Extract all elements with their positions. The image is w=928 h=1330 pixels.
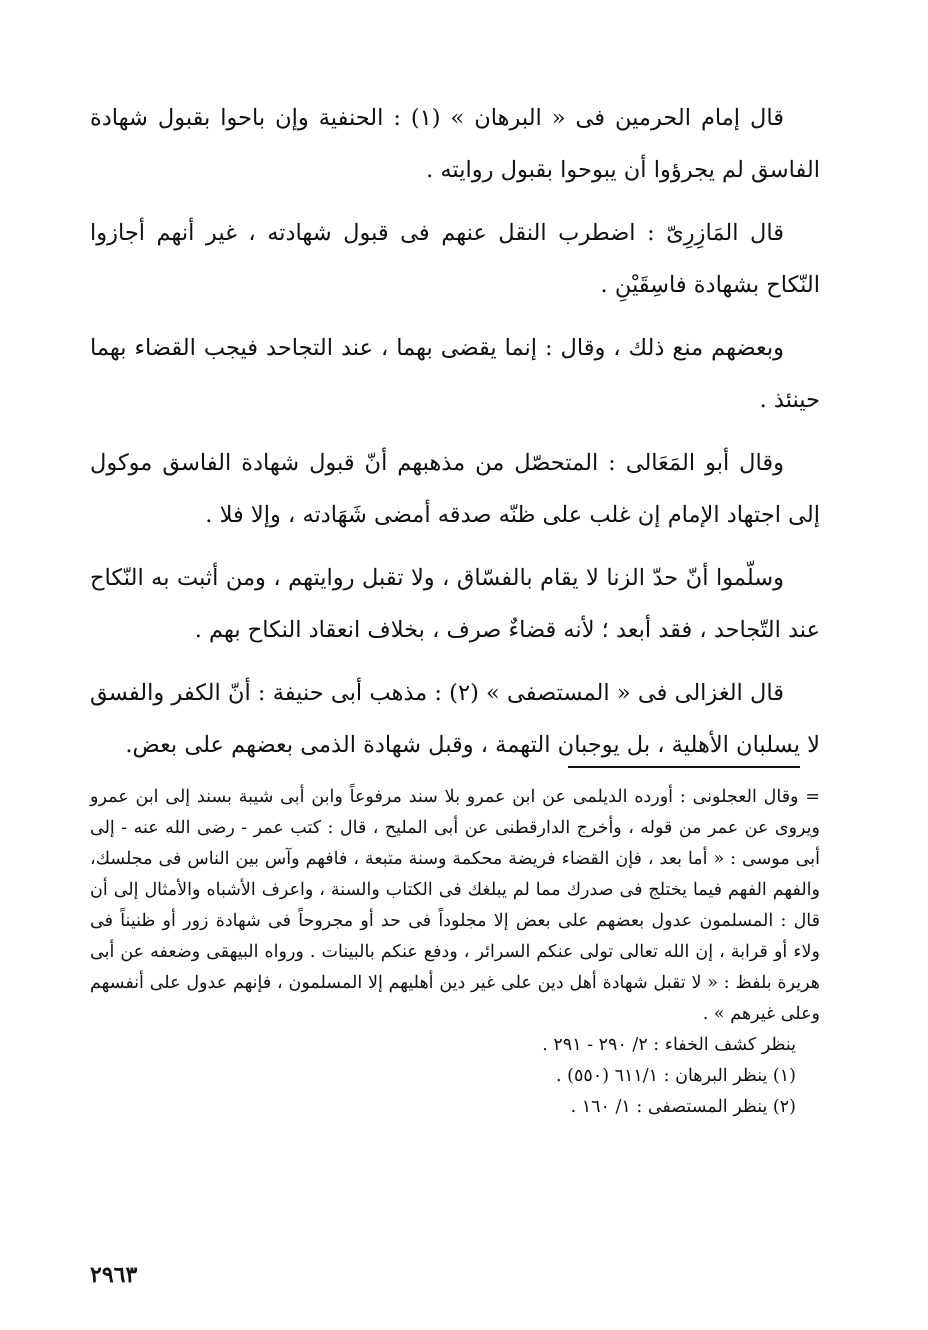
footnote-see-also: ينظر كشف الخفاء : ٢/ ٢٩٠ - ٢٩١ . [542, 1035, 796, 1055]
main-text [90, 92, 820, 782]
paragraph-hadd-zina: وسلّموا أنّ حدّ الزنا لا يقام بالفسّاق ، ولا تقبل روايتهم ، ومن أثبت به النّكاح عند التّجاحد ، فقد أبعد ؛ لأنه قضاءٌ صرف ، بخلاف انعقاد النكاح بهم . [90, 565, 820, 643]
footnote-separator [568, 766, 800, 768]
paragraph-ghazali: قال الغزالى فى « المستصفى » (٢) : مذهب أبى حنيفة : أنّ الكفر والفسق لا يسلبان الأهلية ، بل يوجبان التهمة ، وقبل شهادة الذمى بعضهم على بعض. [90, 680, 820, 758]
footnote-1: (١) ينظر البرهان : ٦١١/١ (٥٥٠) . [556, 1066, 796, 1086]
footnotes [90, 782, 820, 1123]
paragraph-abu-al-maali: وقال أبو المَعَالى : المتحصّل من مذهبهم أنّ قبول شهادة الفاسق موكول إلى اجتهاد الإمام إن غلب على ظنّه صدقه أمضى شَهَادته ، وإلا فلا . [90, 450, 820, 528]
paragraph-mazari: قال المَازِرِىّ : اضطرب النقل عنهم فى قبول شهادته ، غير أنهم أجازوا النّكاح بشهادة فاسِقَيْنِ . [90, 220, 820, 298]
paragraph-imam-haramayn: قال إمام الحرمين فى « البرهان » (١) : الحنفية وإن باحوا بقبول شهادة الفاسق لم يجرؤوا أن يبوحوا بقبول روايته . [90, 105, 820, 183]
footnote-2: (٢) ينظر المستصفى : ١/ ١٦٠ . [570, 1097, 796, 1117]
page-number: ٢٩٦٣ [90, 1262, 138, 1288]
paragraph-some-forbade: وبعضهم منع ذلك ، وقال : إنما يقضى بهما ، عند التجاحد فيجب القضاء بهما حينئذ . [90, 335, 820, 413]
footnote-continuation: = وقال العجلونى : أورده الديلمى عن ابن عمرو بلا سند مرفوعاً وابن أبى شيبة بسند إلى ابن عمرو ويروى عن عمر من قوله ، وأخرج الدارقطنى عن أبى المليح ، قال : كتب عمر - رضى الله عنه - إلى أبى موسى : « أما بعد ، فإن القضاء فريضة محكمة وسنة متبعة ، فافهم وآس بين الناس فى مجلسك، والفهم الفهم فيما يختلج فى صدرك مما لم يبلغك فى الكتاب والسنة ، واعرف الأشباه والأمثال إلى أن قال : المسلمون عدول بعضهم على بعض إلا مجلوداً فى حد أو مجروحاً فى شهادة زور أو ظنيناً فى ولاء أو قرابة ، إن الله تعالى تولى عنكم السرائر ، ودفع عنكم بالبينات . ورواه البيهقى وضعفه عن أبى هريرة بلفظ : « لا تقبل شهادة أهل دين على غير دين أهليهم إلا المسلمون ، فإنهم عدول على أنفسهم وعلى غيرهم » . [90, 787, 820, 1024]
